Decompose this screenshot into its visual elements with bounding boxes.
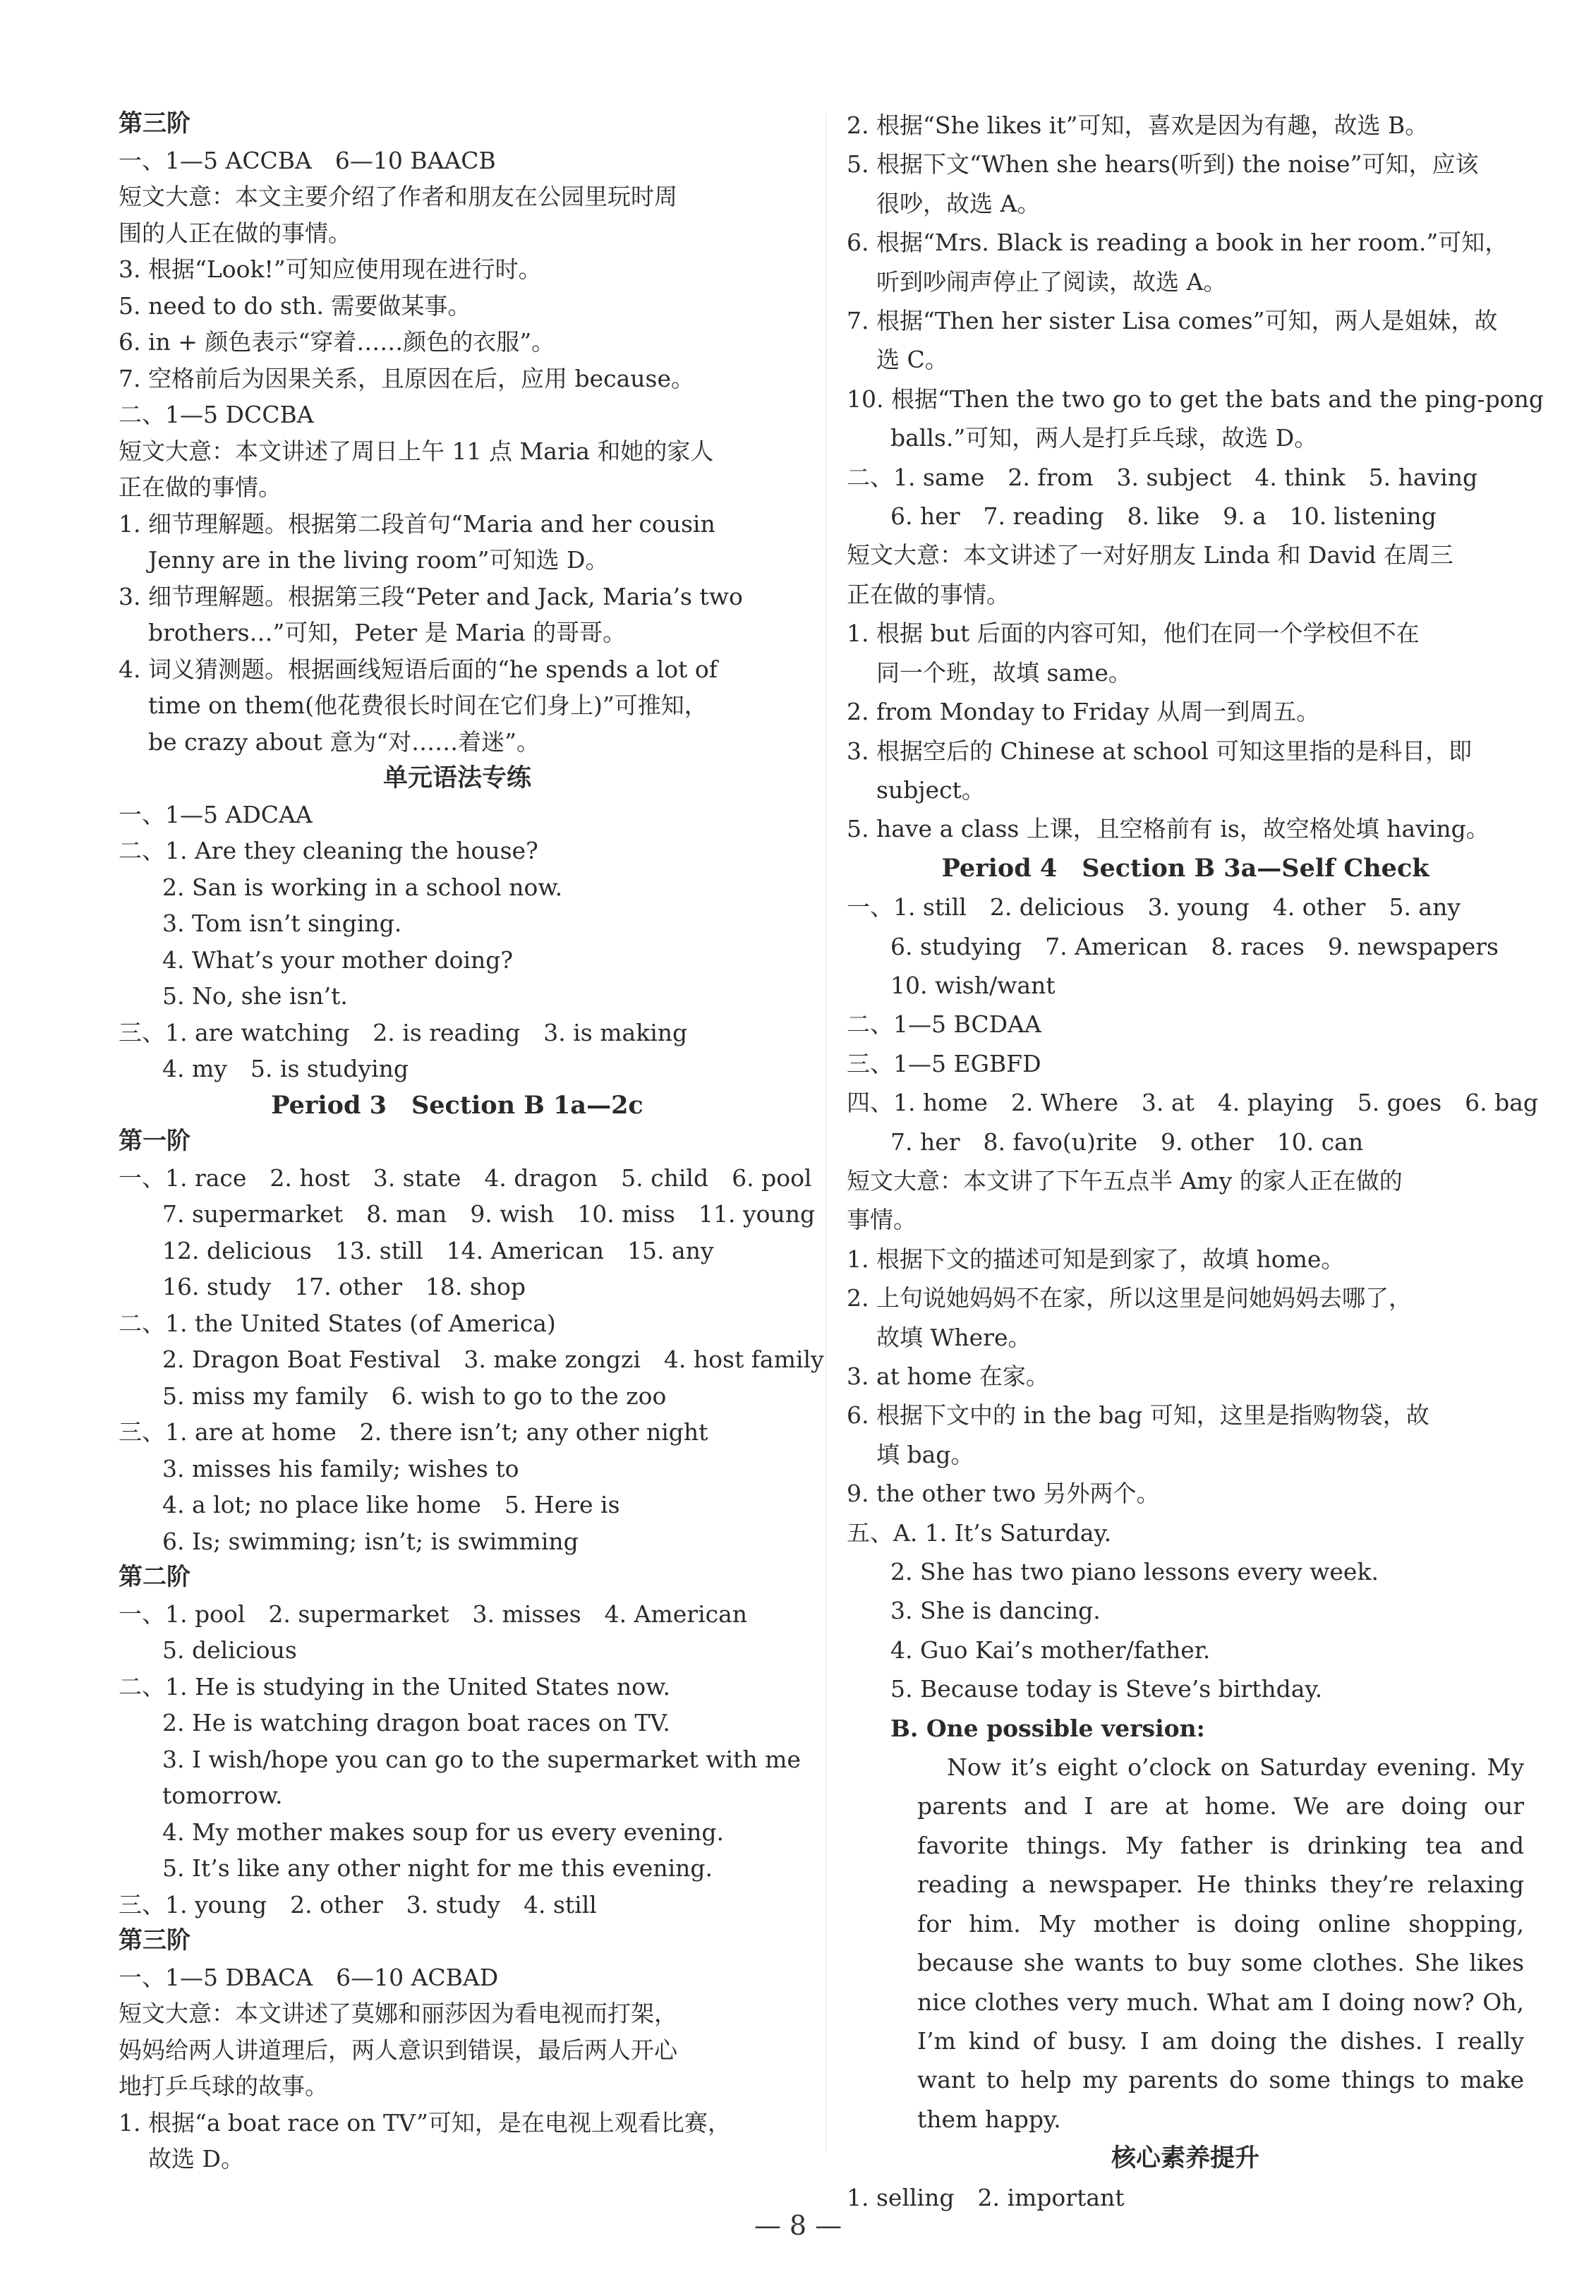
right_column-line: 四、1. home 2. Where 3. at 4. playing 5. goes 6. bag [847,1089,1539,1117]
left_column-line: 5. delicious [162,1636,297,1664]
left_column-line: 3. 细节理解题。根据第三段“Peter and Jack, Maria’s two [119,582,743,610]
right_column-line: 2. 上句说她妈妈不在家，所以这里是问她妈妈去哪了， [847,1284,1412,1312]
right_column-line: 1. 根据 but 后面的内容可知，他们在同一个学校但不在 [847,620,1420,648]
right_column-line: 选 C。 [876,346,948,374]
left_column-line: 单元语法专练 [382,763,531,792]
right_column-line: 二、1—5 BCDAA [847,1010,1041,1039]
right_column-line: 故填 Where。 [876,1323,1032,1351]
left_column-line: Period 3 Section B 1a—2c [271,1090,643,1120]
left_column-line: 7. supermarket 8. man 9. wish 10. miss 11. young [162,1200,816,1228]
left_column-line: 7. 空格前后为因果关系，且原因在后，应用 because。 [119,364,694,392]
left_column-line: 三、1. are at home 2. there isn’t; any other night [119,1418,708,1446]
right_column-line: 7. her 8. favo(u)rite 9. other 10. can [890,1128,1364,1156]
left_column-line: 一、1. pool 2. supermarket 3. misses 4. American [119,1600,748,1628]
left_column-line: 1. 细节理解题。根据第二段首句“Maria and her cousin [119,509,715,538]
right_column-line: 3. at home 在家。 [847,1363,1049,1390]
left_column-line: 4. a lot; no place like home 5. Here is [162,1491,620,1518]
left_column-line: 2. San is working in a school now. [162,873,563,901]
left_column-line: tomorrow. [162,1782,283,1809]
left_column-line: 一、1—5 ADCAA [119,800,313,828]
right_column-line: 2. She has two piano lessons every week. [890,1558,1379,1586]
left_column-line: 5. It’s like any other night for me this evening. [162,1854,713,1882]
right_column-line: 10. 根据“Then the two go to get the bats and the ping-pong [847,385,1544,413]
left_column-line: 3. misses his family; wishes to [162,1454,519,1482]
right_column-line: 2. 根据“She likes it”可知，喜欢是因为有趣，故选 B。 [847,111,1429,139]
left_column-line: 4. 词义猜测题。根据画线短语后面的“he spends a lot of [119,655,718,683]
left_column-line: 2. Dragon Boat Festival 3. make zongzi 4. host family [162,1346,824,1373]
right_column-line: 很吵，故选 A。 [876,189,1041,217]
right_column-line: 6. 根据下文中的 in the bag 可知，这里是指购物袋，故 [847,1401,1429,1430]
left_column-line: 4. my 5. is studying [162,1055,409,1082]
left_column-line: 三、1. young 2. other 3. study 4. still [119,1890,597,1919]
left_column-line: 二、1. He is studying in the United States now. [119,1672,670,1700]
right-column-lines [847,106,1544,1748]
left_column-line: 12. delicious 13. still 14. American 15. any [162,1236,714,1264]
left_column-line: 5. No, she isn’t. [162,982,348,1010]
left_column-line: 二、1. Are they cleaning the house? [119,837,538,864]
right_column-line: 10. wish/want [890,971,1056,999]
left_column-line: 6. in + 颜色表示“穿着……颜色的衣服”。 [119,328,555,356]
right_column-line: 一、1. still 2. delicious 3. young 4. other 5. any [847,893,1461,922]
right_column-line: 3. 根据空后的 Chinese at school 可知这里指的是科目，即 [847,737,1473,765]
left_column-line: 3. 根据“Look!”可知应使用现在进行时。 [119,255,542,283]
right_column-line: balls.”可知，两人是打乒乓球，故选 D。 [890,424,1318,452]
left_column-line: 一、1—5 ACCBA 6—10 BAACB [119,146,496,174]
left_column-line: 围的人正在做的事情。 [119,219,351,247]
core-section-title: 核心素养提升 [1111,2144,1259,2173]
right_column-line: 2. from Monday to Friday 从周一到周五。 [847,698,1320,726]
left_column-line: 妈妈给两人讲道理后，两人意识到错误，最后两人开心 [119,2036,677,2064]
left_column-line: time on them(他花费很长时间在它们身上)”可推知， [148,691,708,719]
left_column-line: 16. study 17. other 18. shop [162,1273,526,1300]
model-essay: Now it’s eight o’clock on Saturday evening. My parents and I are at home. We are doing our favorite things. My father is drinking tea and reading a newspaper. He thinks they’re relaxing for him. My mother is doing online shopping, because she wants to buy some clothes. She likes nice clothes very much. What am I doing now? Oh, I’m kind of busy. I am doing the dishes. I really want to help my parents do some things to make them happy. [917,1753,1524,2133]
right_column-line: 4. Guo Kai’s mother/father. [890,1636,1211,1664]
right_column-line: 填 bag。 [876,1440,974,1468]
left_column-line: 一、1—5 DBACA 6—10 ACBAD [119,1963,499,1991]
left_column-line: 短文大意：本文讲述了周日上午 11 点 Maria 和她的家人 [119,437,714,465]
right_column-line: 1. 根据下文的描述可知是到家了，故填 home。 [847,1245,1345,1273]
left_column-line: 第一阶 [119,1128,191,1154]
left_column-line: 第二阶 [119,1564,191,1590]
left_column-line: 故选 D。 [148,2145,244,2173]
right_column-line: 5. 根据下文“When she hears(听到) the noise”可知，应该 [847,150,1479,179]
left_column-line: 6. Is; swimming; isn’t; is swimming [162,1527,579,1555]
left_column-line: 4. My mother makes soup for us every evening. [162,1818,724,1846]
left_column-line: 第三阶 [119,1927,191,1954]
right_column-line: 6. her 7. reading 8. like 9. a 10. listening [890,502,1437,531]
left_column-line: 短文大意：本文主要介绍了作者和朋友在公园里玩时周 [119,183,677,210]
left_column-line: 5. need to do sth. 需要做某事。 [119,291,471,320]
left_column-line: 3. Tom isn’t singing. [162,910,402,937]
left_column-line: 4. What’s your mother doing? [162,945,514,974]
left_column-line: 3. I wish/hope you can go to the supermarket with me [162,1745,801,1773]
right_column-line: 事情。 [847,1206,917,1234]
left_column-line: 地打乒乓球的故事。 [119,2072,328,2100]
right_column-line: 五、A. 1. It’s Saturday. [847,1518,1112,1547]
right_column-line: 6. 根据“Mrs. Black is reading a book in her room.”可知， [847,229,1509,257]
page-number: — 8 — [754,2210,842,2241]
left_column-line: Jenny are in the living room”可知选 D。 [148,546,609,574]
right_column-line: 同一个班，故填 same。 [876,658,1132,687]
left_column-line: 一、1. race 2. host 3. state 4. dragon 5. child 6. pool [119,1164,812,1192]
left_column-line: 2. He is watching dragon boat races on TV. [162,1709,670,1736]
left_column-line: 二、1. the United States (of America) [119,1309,556,1337]
left-column [119,106,824,2177]
right_column-line: 二、1. same 2. from 3. subject 4. think 5. having [847,463,1478,491]
core-answers: 1. selling 2. important [847,2183,1125,2211]
right_column-line: 6. studying 7. American 8. races 9. newspapers [890,932,1499,960]
right-column [847,106,1544,2217]
left_column-line: 1. 根据“a boat race on TV”可知，是在电视上观看比赛， [119,2108,731,2137]
right_column-line: 听到吵闹声停止了阅读，故选 A。 [876,267,1227,296]
right_column-line: 5. have a class 上课，且空格前有 is，故空格处填 having。 [847,815,1489,843]
right_column-line: subject。 [876,775,985,804]
right_column-line: 9. the other two 另外两个。 [847,1480,1160,1508]
left_column-line: 短文大意：本文讲述了莫娜和丽莎因为看电视而打架， [119,2000,677,2027]
right_column-line: 3. She is dancing. [890,1597,1101,1625]
right_column-line: 正在做的事情。 [847,580,1010,608]
left_column-line: 第三阶 [119,110,191,137]
left_column-line: brothers…”可知，Peter 是 Maria 的哥哥。 [148,619,627,646]
right_column-line: 短文大意：本文讲了下午五点半 Amy 的家人正在做的 [847,1166,1403,1195]
left_column-line: 正在做的事情。 [119,473,282,501]
left_column-line: 5. miss my family 6. wish to go to the zoo [162,1382,667,1410]
right_column-line: 7. 根据“Then her sister Lisa comes”可知，两人是姐妹，故 [847,307,1498,335]
left_column-line: 三、1. are watching 2. is reading 3. is making [119,1018,688,1046]
right_column-line: 三、1—5 EGBFD [847,1049,1041,1077]
left_column-line: 二、1—5 DCCBA [119,401,314,428]
left_column-line: be crazy about 意为“对……着迷”。 [148,727,540,756]
right_column-line: 5. Because today is Steve’s birthday. [890,1675,1323,1703]
right_column-line: Period 4 Section B 3a—Self Check [941,853,1429,883]
right_column-line: 短文大意：本文讲述了一对好朋友 Linda 和 David 在周三 [847,541,1453,569]
right_column-line: B. One possible version: [890,1714,1205,1742]
